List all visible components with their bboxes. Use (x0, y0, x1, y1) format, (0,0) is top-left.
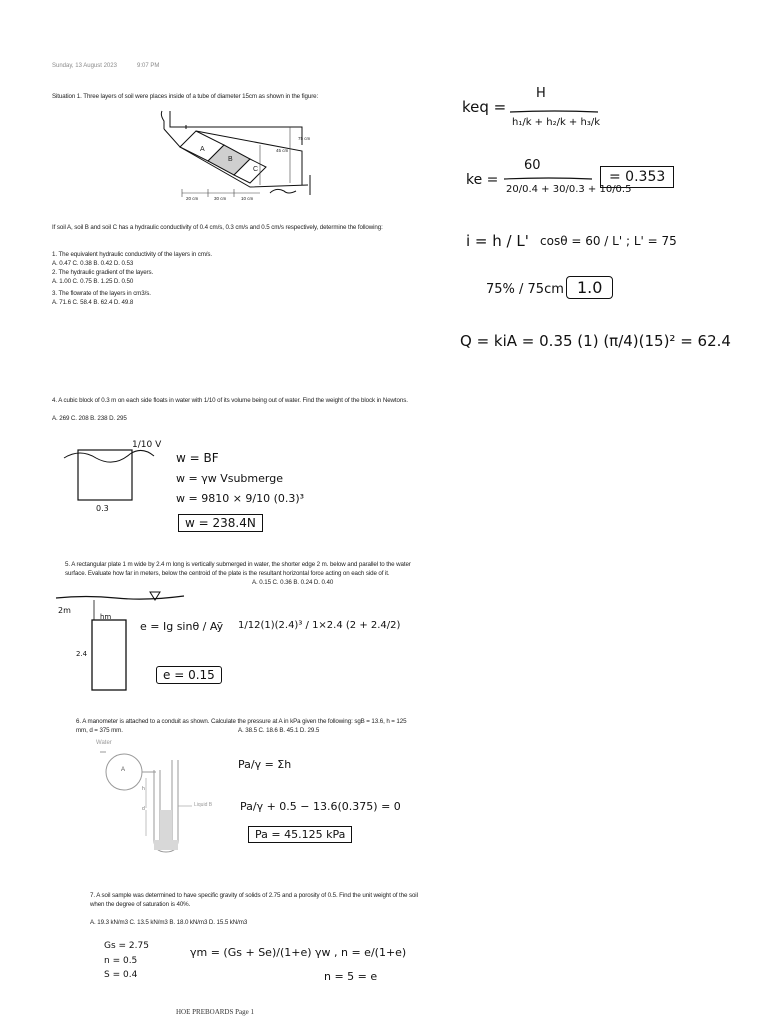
hw-flow: Q = kiA = 0.35 (1) (π/4)(15)² = 62.4 (460, 332, 731, 350)
hw-fig-label: 0.3 (96, 504, 109, 513)
hw-n-eq: n = 5 = e (324, 970, 378, 983)
fig-h-label: h (142, 786, 145, 792)
situation1-given: If soil A, soil B and soil C has a hydraulic conductivity of 0.4 cm/s, 0.3 cm/s and 0.5 cm/s respectively, determine the following: (52, 224, 383, 231)
date-stamp: Sunday, 13 August 2023 (52, 63, 117, 69)
hw-gamma-formula: γm = (Gs + Se)/(1+e) γw , n = e/(1+e) (190, 946, 407, 959)
hw-ratio: 75% / 75cm (486, 282, 564, 297)
hw-fraction-line (510, 110, 600, 114)
hw-eq2: Pa/γ + 0.5 − 13.6(0.375) = 0 (240, 800, 401, 813)
hw-H: H (536, 86, 546, 101)
dim-75: 75 cm (298, 136, 311, 141)
hw-s: S = 0.4 (104, 970, 138, 980)
hw-eq1: Pa/γ = Σh (238, 758, 292, 771)
hw-answer-i: 1.0 (566, 276, 613, 299)
time-stamp: 9:07 PM (137, 63, 160, 69)
question-2-choices: A. 1.00 C. 0.75 B. 1.25 D. 0.50 (52, 278, 134, 285)
fig-a-label: A (121, 767, 126, 773)
question-4-choices: A. 269 C. 208 B. 238 D. 295 (52, 415, 127, 422)
hw-cos: cosθ = 60 / L' ; L' = 75 (540, 234, 677, 248)
question-7-choices: A. 19.3 kN/m3 C. 13.5 kN/m3 B. 18.0 kN/m3 D. 15.5 kN/m3 (90, 919, 248, 926)
hw-fig-2-4: 2.4 (76, 650, 88, 658)
dim-20: 20 cm (186, 196, 199, 201)
layer-b-label: B (228, 156, 233, 163)
hw-ke-label: ke = (466, 172, 499, 188)
fig-d-label: d (142, 806, 145, 812)
question-4: 4. A cubic block of 0.3 m on each side floats in water with 1/10 of its volume being out of water. Find the weight of the block in Newtons. (52, 397, 408, 404)
hw-e-formula: e = Ig sinθ / Aȳ (140, 620, 224, 633)
question-1: 1. The equivalent hydraulic conductivity of the layers in cm/s. (52, 251, 213, 258)
hw-keq-label: keq = (462, 98, 507, 116)
hw-denominator-values: 20/0.4 + 30/0.3 + 10/0.5 (506, 184, 632, 195)
hw-fig-2m: 2m (58, 606, 71, 615)
submerged-plate-figure (56, 592, 186, 702)
hw-w4: w = 238.4N (178, 514, 263, 532)
question-3-choices: A. 71.6 C. 58.4 B. 62.4 D. 49.8 (52, 299, 134, 306)
situation1-intro: Situation 1. Three layers of soil were places inside of a tube of diameter 15cm as shown in the figure: (52, 93, 319, 100)
hw-fig-hm: hm (100, 613, 112, 621)
fig-liquid-label: Liquid B (194, 802, 213, 808)
page-footer: HOE PREBOARDS Page 1 (176, 1008, 254, 1016)
question-2: 2. The hydraulic gradient of the layers. (52, 269, 154, 276)
hw-answer-k: = 0.353 (600, 166, 674, 188)
hw-gradient: i = h / L' (466, 232, 529, 250)
question-6-choices: A. 38.5 C. 18.6 B. 45.1 D. 29.5 (238, 727, 320, 734)
manometer-figure (96, 740, 246, 860)
hw-w1: w = BF (176, 451, 219, 465)
hw-w3: w = 9810 × 9/10 (0.3)³ (176, 492, 305, 505)
hw-gs: Gs = 2.75 (104, 941, 149, 951)
hw-fig-top: 1/10 V (132, 440, 162, 450)
fig-water-label: Water (96, 740, 112, 746)
question-6: 6. A manometer is attached to a conduit as shown. Calculate the pressure at A in kPa given the following: sgB = 13.6, h = 125 mm, d = 375 mm. (76, 718, 407, 734)
hw-w2: w = γw Vsubmerge (176, 472, 283, 485)
soil-layers-figure (150, 105, 350, 205)
question-5-choices: A. 0.15 C. 0.36 B. 0.24 D. 0.40 (252, 579, 334, 586)
question-3: 3. The flowrate of the layers in cm3/s. (52, 290, 151, 297)
hw-denominator: h₁/k + h₂/k + h₃/k (512, 117, 600, 128)
hw-pa-answer: Pa = 45.125 kPa (248, 826, 352, 843)
hw-e-values: 1/12(1)(2.4)³ / 1×2.4 (2 + 2.4/2) (238, 620, 401, 631)
hw-fraction-line-2 (504, 177, 594, 181)
question-7: 7. A soil sample was determined to have specific gravity of solids of 2.75 and a porosity of 0.5. Find the unit weight of the soil when the degree of saturation is 40%. (90, 892, 418, 908)
hw-n: n = 0.5 (104, 956, 138, 966)
layer-a-label: A (200, 146, 205, 153)
dim-10: 10 cm (241, 196, 254, 201)
hw-60: 60 (524, 158, 541, 173)
layer-c-label: C (253, 166, 259, 173)
hw-e-answer: e = 0.15 (156, 666, 222, 684)
dim-45: 45 cm (276, 148, 289, 153)
dim-30: 30 cm (214, 196, 227, 201)
question-1-choices: A. 0.47 C. 0.38 B. 0.42 D. 0.53 (52, 260, 134, 267)
question-5: 5. A rectangular plate 1 m wide by 2.4 m long is vertically submerged in water, the shorter edge 2 m. below and parallel to the water surface. Evaluate how far in meters, below the centroid of the plate is the resultant horizontal force acting on each side of it. (65, 561, 411, 577)
